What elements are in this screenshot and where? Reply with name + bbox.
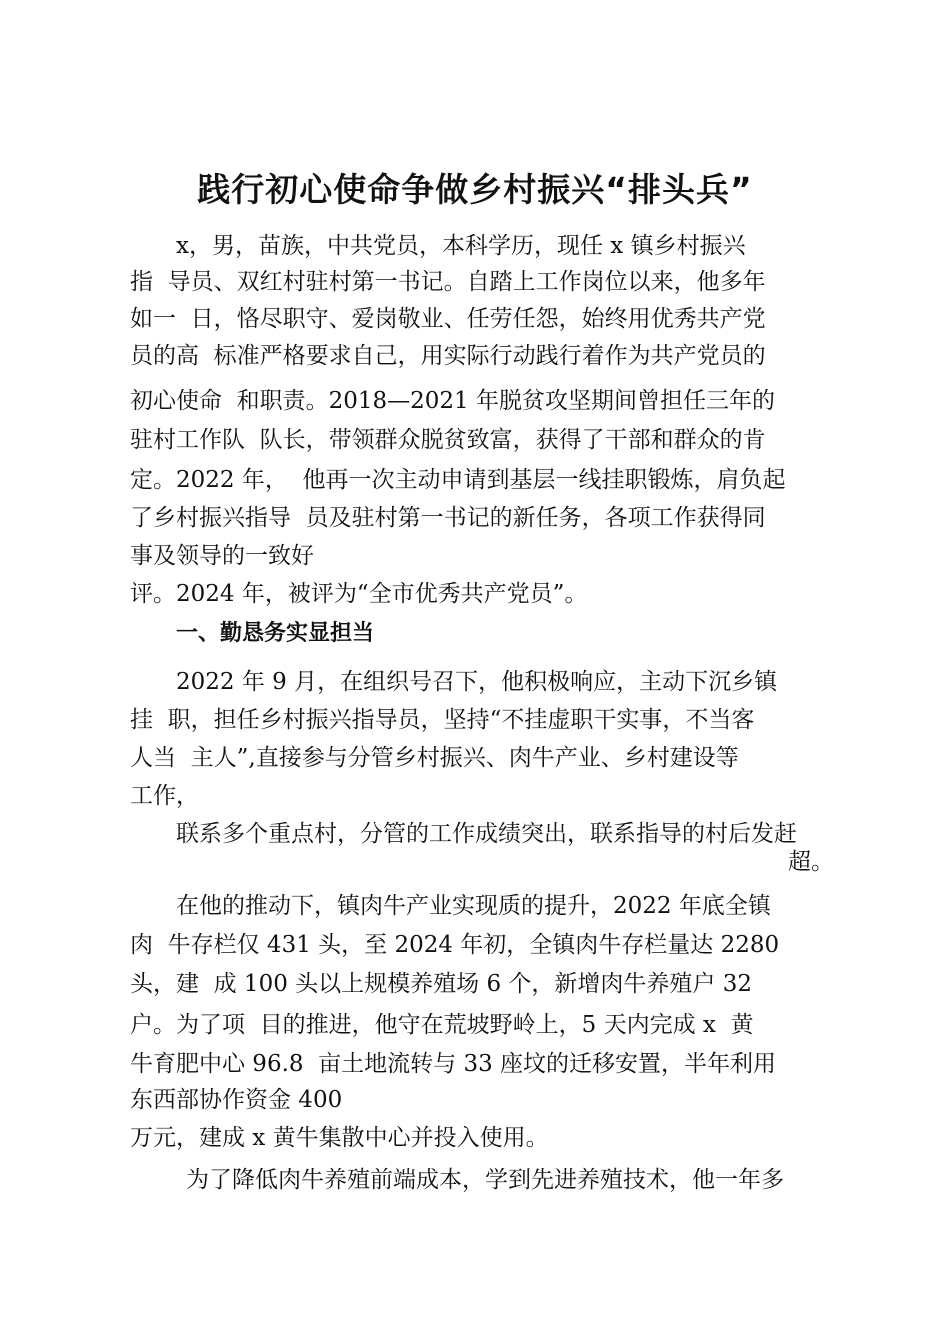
body-line: 牛育肥中心 96.8 亩土地流转与 33 座坟的迁移安置，半年利用 (130, 1051, 777, 1077)
intro-line: 了乡村振兴指导 员及驻村第一书记的新任务，各项工作获得同 (130, 505, 766, 531)
intro-line: 员的高 标准严格要求自己，用实际行动践行着作为共产党员的 (130, 343, 766, 369)
intro-line: 初心使命 和职责。2018—2021 年脱贫攻坚期间曾担任三年的 (130, 388, 775, 414)
document-title: 践行初心使命争做乡村振兴“排头兵” (197, 170, 753, 209)
body-line: 联系多个重点村，分管的工作成绩突出，联系指导的村后发赶 (176, 821, 797, 847)
body-line: 2022 年 9 月，在组织号召下，他积极响应，主动下沉乡镇 (176, 669, 778, 695)
body-line: 为了降低肉牛养殖前端成本，学到先进养殖技术，他一年多 (186, 1167, 784, 1193)
intro-line: 指 导员、双红村驻村第一书记。自踏上工作岗位以来，他多年 (130, 269, 766, 295)
body-line: 万元，建成 x 黄牛集散中心并投入使用。 (130, 1125, 549, 1151)
intro-line: x，男，苗族，中共党员，本科学历，现任 x 镇乡村振兴 (176, 233, 746, 259)
intro-line: 定。2022 年， 他再一次主动申请到基层一线挂职锻炼，肩负起 (130, 467, 786, 493)
intro-line: 事及领导的一致好 (130, 543, 314, 569)
body-line: 户。为了项 目的推进，他守在荒坡野岭上，5 天内完成 x 黄 (130, 1012, 754, 1038)
body-line: 头，建 成 100 头以上规模养殖场 6 个，新增肉牛养殖户 32 (130, 971, 752, 997)
intro-line: 评。2024 年，被评为“全市优秀共产党员”。 (130, 581, 588, 607)
body-line: 肉 牛存栏仅 431 头，至 2024 年初，全镇肉牛存栏量达 2280 (130, 932, 780, 958)
intro-line: 如一 日，恪尽职守、爱岗敬业、任劳任怨，始终用优秀共产党 (130, 306, 766, 332)
body-line: 人当 主人”,直接参与分管乡村振兴、肉牛产业、乡村建设等 (130, 745, 739, 771)
intro-line: 驻村工作队 队长，带领群众脱贫致富，获得了干部和群众的肯 (130, 427, 766, 453)
section-heading: 一、勤恳务实显担当 (176, 621, 375, 646)
body-line: 超。 (788, 849, 834, 875)
body-line: 东西部协作资金 400 (130, 1087, 343, 1113)
body-line: 工作， (130, 783, 199, 809)
body-line: 在他的推动下，镇肉牛产业实现质的提升，2022 年底全镇 (176, 893, 771, 919)
body-line: 挂 职，担任乡村振兴指导员，坚持“不挂虚职干实事，不当客 (130, 707, 755, 733)
